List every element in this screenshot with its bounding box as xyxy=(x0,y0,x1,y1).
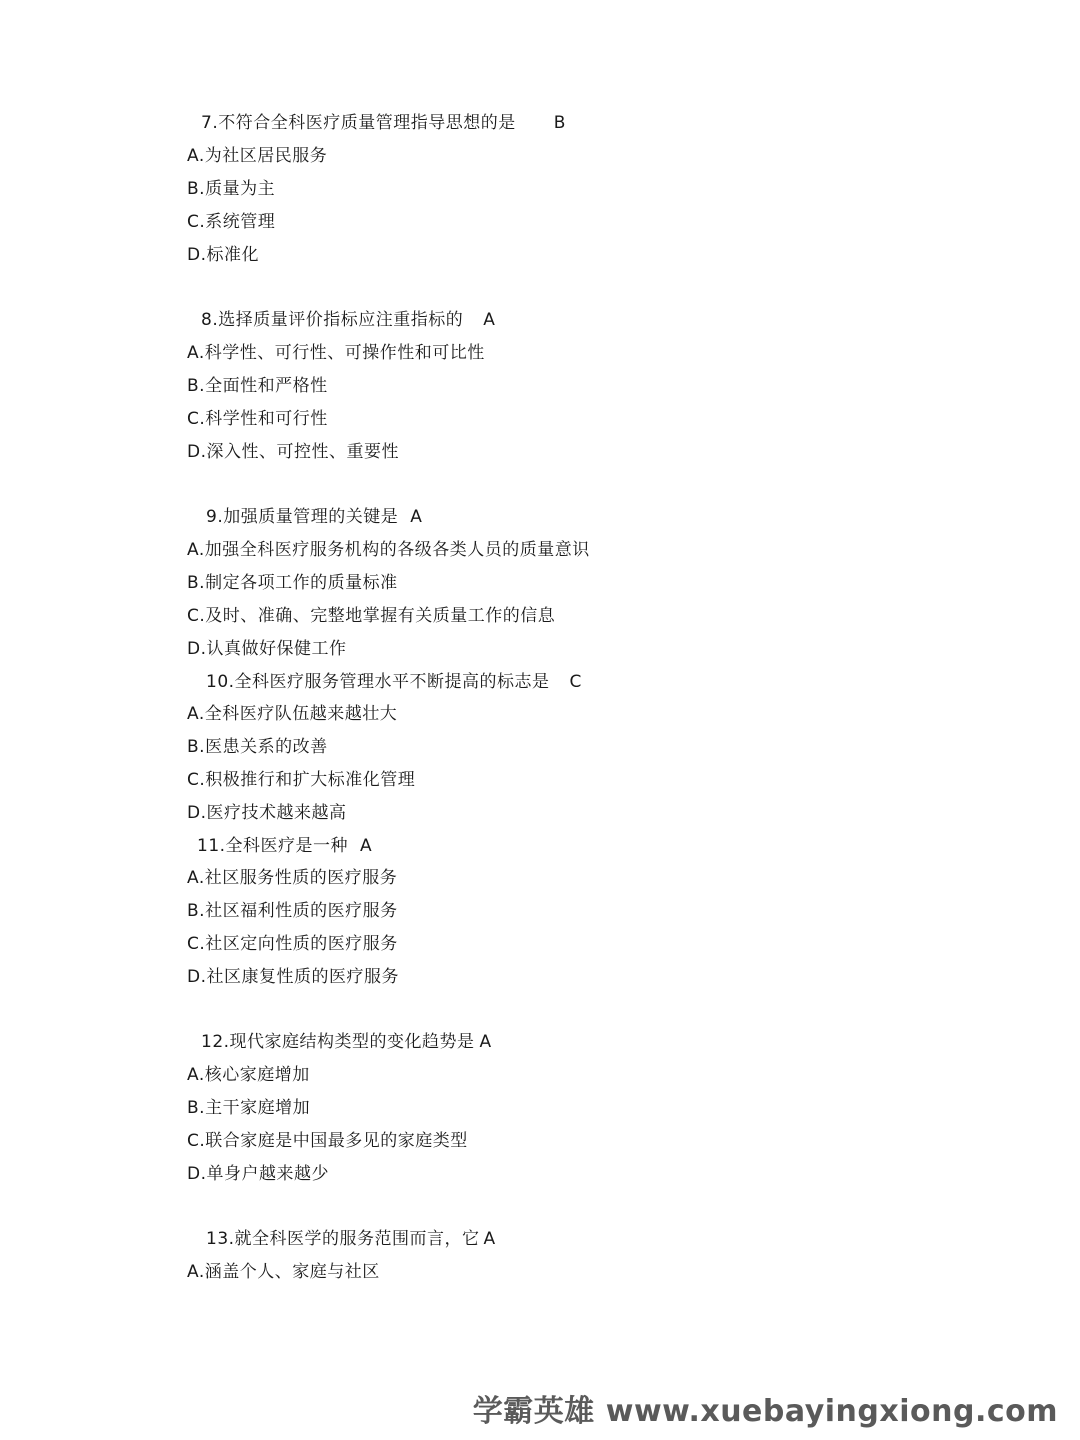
question-10-option-c: C.积极推行和扩大标准化管理 xyxy=(187,770,416,790)
question-13-option-a: A.涵盖个人、家庭与社区 xyxy=(187,1262,380,1282)
site-watermark: 学霸英雄 www.xuebayingxiong.com xyxy=(472,1394,1058,1429)
question-10-option-a: A.全科医疗队伍越来越壮大 xyxy=(187,704,398,724)
question-7-option-b: B.质量为主 xyxy=(187,179,276,199)
question-9-option-d: D.认真做好保健工作 xyxy=(187,639,347,659)
question-11-option-b: B.社区福利性质的医疗服务 xyxy=(187,901,398,921)
question-11-stem: 11.全科医疗是一种 A xyxy=(197,836,373,856)
question-7-answer: B xyxy=(553,113,566,133)
question-9-answer: A xyxy=(410,507,423,527)
question-7-option-d: D.标准化 xyxy=(187,245,259,265)
question-8-stem: 8.选择质量评价指标应注重指标的 A xyxy=(201,310,496,330)
question-10-option-b: B.医患关系的改善 xyxy=(187,737,328,757)
question-9-stem: 9.加强质量管理的关键是 A xyxy=(206,507,423,527)
question-12-option-b: B.主干家庭增加 xyxy=(187,1098,311,1118)
question-8-option-c: C.科学性和可行性 xyxy=(187,409,328,429)
question-7-option-c: C.系统管理 xyxy=(187,212,276,232)
question-12-option-c: C.联合家庭是中国最多见的家庭类型 xyxy=(187,1131,468,1151)
question-12-stem: 12.现代家庭结构类型的变化趋势是 A xyxy=(201,1032,492,1052)
question-9-option-b: B.制定各项工作的质量标准 xyxy=(187,573,398,593)
question-9-option-a: A.加强全科医疗服务机构的各级各类人员的质量意识 xyxy=(187,540,590,560)
question-12-option-d: D.单身户越来越少 xyxy=(187,1164,329,1184)
question-11-option-d: D.社区康复性质的医疗服务 xyxy=(187,967,399,987)
question-7-option-a: A.为社区居民服务 xyxy=(187,146,328,166)
question-8-answer: A xyxy=(483,310,496,330)
question-11-option-c: C.社区定向性质的医疗服务 xyxy=(187,934,398,954)
question-11-answer: A xyxy=(360,836,373,856)
question-9-option-c: C.及时、准确、完整地掌握有关质量工作的信息 xyxy=(187,606,556,626)
question-10-stem: 10.全科医疗服务管理水平不断提高的标志是 C xyxy=(206,672,582,692)
question-8-option-b: B.全面性和严格性 xyxy=(187,376,328,396)
question-13-answer: A xyxy=(483,1229,496,1249)
question-12-option-a: A.核心家庭增加 xyxy=(187,1065,310,1085)
question-11-option-a: A.社区服务性质的医疗服务 xyxy=(187,868,398,888)
question-12-answer: A xyxy=(479,1032,492,1052)
question-13-stem: 13.就全科医学的服务范围而言，它 A xyxy=(206,1229,496,1249)
question-10-answer: C xyxy=(569,672,582,692)
question-8-option-a: A.科学性、可行性、可操作性和可比性 xyxy=(187,343,485,363)
question-8-option-d: D.深入性、可控性、重要性 xyxy=(187,442,399,462)
question-10-option-d: D.医疗技术越来越高 xyxy=(187,803,347,823)
question-7-stem: 7.不符合全科医疗质量管理指导思想的是 B xyxy=(201,113,566,133)
